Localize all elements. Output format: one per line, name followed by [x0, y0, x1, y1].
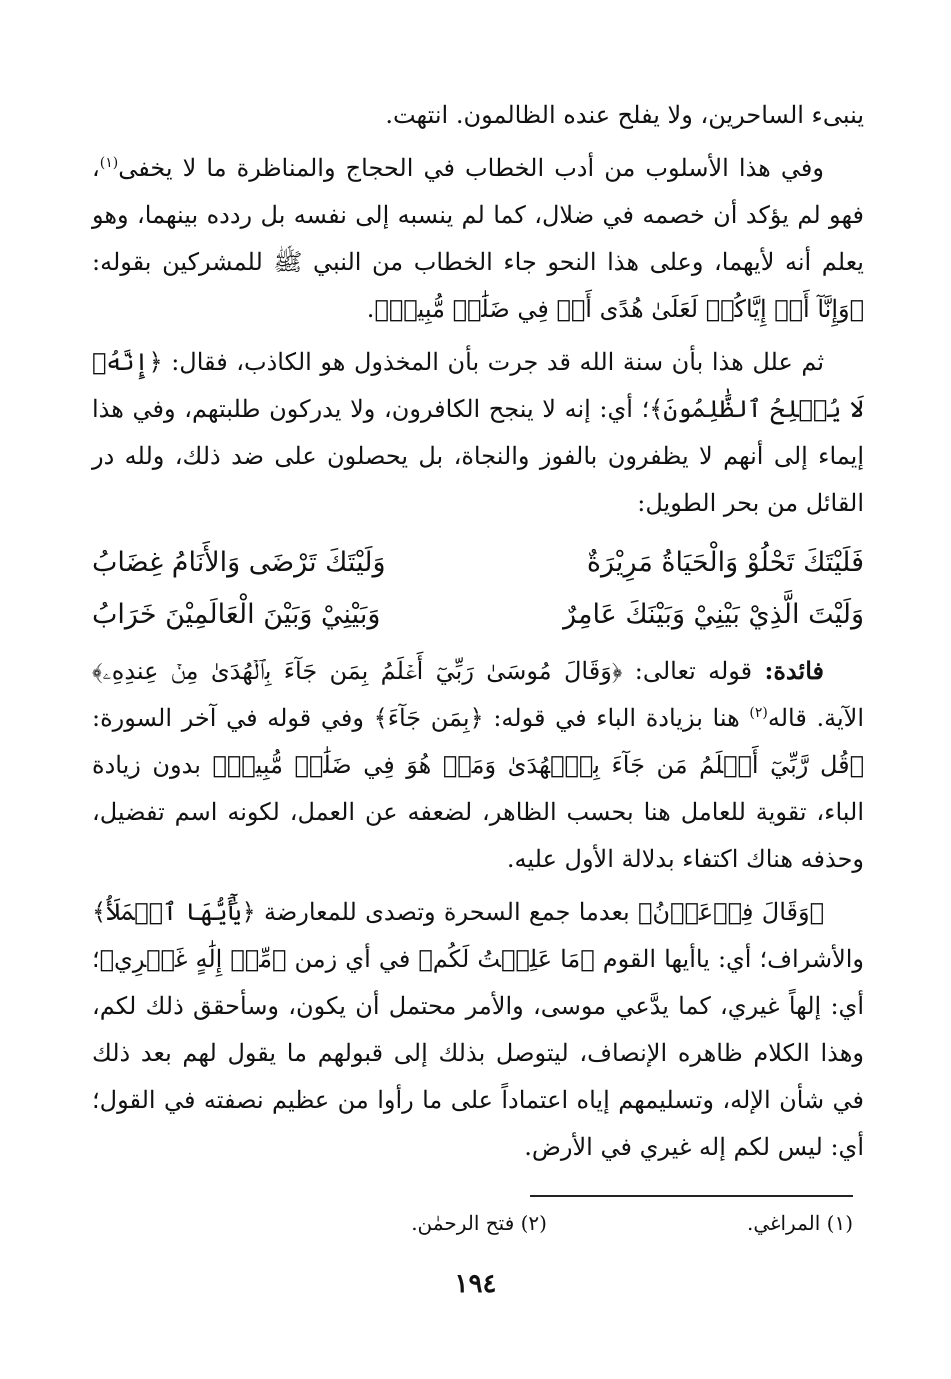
faida-part-b: الآية. قاله [767, 704, 865, 732]
page-number: ١٩٤ [454, 1269, 497, 1299]
poem-verse-2 [92, 589, 864, 641]
quran-verse-7: ﴿يَٰٓأَيُّهَا ٱلۡمَلَأُ﴾ [92, 898, 256, 926]
footnote-2: (٢) فتح الرحمٰن. [411, 1211, 547, 1235]
paragraph-2-part-b: ، فهو لم يؤكد أن خصمه في ضلال، كما لم ينسبه إلى نفسه بل ردده بينهما، وهو يعلم أنه لأيهما، وعلى هذا النحو جاء الخطاب من النبي ﷺ للمشركين بقوله: [92, 154, 864, 276]
faida-part-a: قوله تعالى: [622, 657, 765, 685]
faida-paragraph [92, 647, 864, 883]
paragraph-last-part-d: ؛ أي: إلهاً غيري، كما يدَّعي موسى، والأمر محتمل أن يكون، وسأحقق ذلك لكم، وهذا الكلام ظاهره الإنصاف، ليتوصل بذلك إلى قبولهم ما يقول لهم بعد ذلك في شأن الإله، وتسليمهم إياه اعتماداً على ما رأوا من عظيم نصفته في القول؛ أي: ليس لكم إله غيري في الأرض. [92, 945, 864, 1161]
faida-label: فائدة: [764, 656, 824, 685]
paragraph-3 [92, 339, 864, 527]
paragraph-2 [92, 145, 864, 333]
paragraph-3-part-a: ثم علل هذا بأن سنة الله قد جرت بأن المخذول هو الكاذب، فقال: [162, 348, 824, 376]
poem-verse-1 [92, 537, 864, 589]
quran-verse-4: ﴿بِمَن جَآءَ﴾ [373, 704, 484, 732]
paragraph-last-part-c: في أي زمن [286, 945, 419, 973]
poem [92, 537, 864, 641]
faida-part-e: بدون زيادة الباء، تقوية للعامل هنا بحسب الظاهر، لضعفه عن العمل، لكونه اسم تفضيل، وحذفه هناك اكتفاء بدلالة الأول عليه. [92, 751, 864, 873]
paragraph-2-part-a: وفي هذا الأسلوب من أدب الخطاب في الحجاج والمناظرة ما لا يخفى [118, 154, 824, 182]
paragraph-2-part-c: . [366, 295, 375, 323]
paragraph-last-part-b: والأشراف؛ أي: ياأيها القوم [594, 945, 865, 973]
footnote-ref-2[interactable]: (٢) [749, 705, 768, 721]
faida-part-c: هنا بزيادة الباء في قوله: [483, 704, 750, 732]
footnotes [213, 1208, 853, 1238]
footnote-ref-1[interactable]: (١) [99, 155, 119, 171]
poem-verse-1-first-hemistich: فَلَيْتَكَ تَحْلُوْ وَالْحَيَاةُ مَرِيْرَةٌ [586, 547, 864, 578]
quran-verse-9: ﴿مِّنۡ إِلَٰهٍ غَيۡرِي﴾ [99, 945, 287, 973]
paragraph-1-text: ينبىء الساحرين، ولا يفلح عنده الظالمون. انتهت. [385, 101, 864, 129]
footnote-1: (١) المراغي. [746, 1211, 853, 1235]
poem-verse-2-first-hemistich: وَلَيْتَ الَّذِيْ بَيْنِيْ وَبَيْنَكَ عَامِرٌ [563, 599, 864, 630]
paragraph-last [92, 889, 864, 1171]
poem-verse-2-second-hemistich: وَبَيْنِيْ وَبَيْنَ الْعَالَمِيْنَ خَرَابُ [92, 599, 381, 630]
footnote-separator [530, 1195, 853, 1197]
quran-verse-5: ﴿قُل رَّبِّيٓ أَعۡلَمُ مَن جَآءَ بِٱلۡهُدَىٰ وَمَنۡ هُوَ فِي ضَلَٰلٖ مُّبِينٖ﴾ [212, 751, 864, 779]
quran-verse-2: ﴿إِنَّهُۥ لَا يُفۡلِحُ ٱلظَّٰلِمُونَ﴾ [92, 348, 864, 423]
page-body [92, 92, 864, 1171]
paragraph-last-part-a: بعدما جمع السحرة وتصدى للمعارضة [255, 898, 639, 926]
faida-part-d: وفي قوله في آخر السورة: [92, 704, 374, 732]
quran-verse-6: ﴿وَقَالَ فِرۡعَوۡنُ﴾ [638, 898, 824, 926]
paragraph-1 [92, 92, 864, 139]
poem-verse-1-second-hemistich: وَلَيْتَكَ تَرْضَى وَالأَنَامُ غِضَابُ [92, 547, 386, 578]
quran-verse-1: ﴿وَإِنَّآ أَوۡ إِيَّاكُمۡ لَعَلَىٰ هُدًى أَوۡ فِي ضَلَٰلٖ مُّبِينٖ﴾ [374, 295, 864, 323]
paragraph-3-part-b: ؛ أي: إنه لا ينجح الكافرون، ولا يدركون طلبتهم، وفي هذا إيماء إلى أنهم لا يظفرون بالفوز والنجاة، بل يحصلون على ضد ذلك، ولله در القائل من بحر الطويل: [92, 395, 864, 517]
quran-verse-8: ﴿مَا عَلِمۡتُ لَكُم﴾ [418, 945, 595, 973]
quran-verse-3: ﴿وَقَالَ مُوسَىٰ رَبِّيٓ أَعۡلَمُ بِمَن جَآءَ بِٱلۡهُدَىٰ مِنۡ عِندِهِۦ﴾ [92, 657, 623, 685]
